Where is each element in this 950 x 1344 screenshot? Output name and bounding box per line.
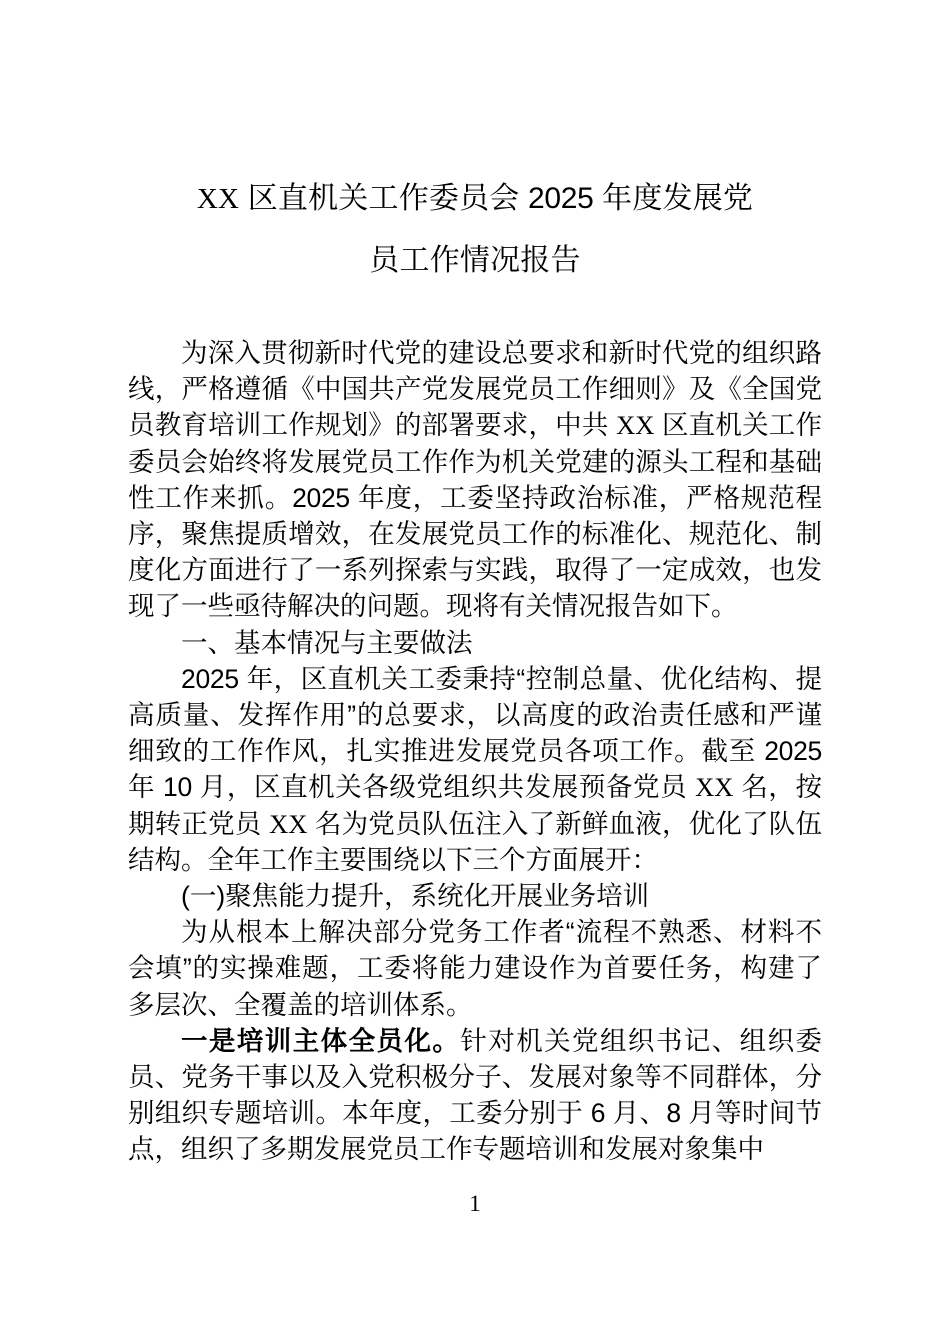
page-number: 1 [469, 1191, 481, 1216]
page-title [128, 0, 822, 292]
heading-level-1-basic-situation: 一、基本情况与主要做法 [181, 627, 473, 658]
paragraph-intro: 为深入贯彻新时代党的建设总要求和新时代党的组织路线，严格遵循《中国共产党发展党员工作细则》及《全国党员教育培训工作规划》的部署要求，中共 XX 区直机关工作委员会始终将发展党员工作作为机关党建的源头工程和基础性工作来抓。2025 年度，工委坚持政治标准，严格规范程序，聚焦提质增效，在发展党员工作的标准化、规范化、制度化方面进行了一系列探索与实践，取得了一定成效，也发现了一些亟待解决的问题。现将有关情况报告如下。 [128, 338, 822, 622]
page-title-line-2: 员工作情况报告 [369, 244, 581, 277]
page-title-line-1: XX 区直机关工作委员会 2025 年度发展党 [196, 182, 754, 215]
paragraph-point-one: 一是培训主体全员化。针对机关党组织书记、组织委员、党务干事以及入党积极分子、发展对象等不同群体，分别组织专题培训。本年度，工委分别于 6 月、8 月等时间节点，组织了多期发展党员工作专题培训和发展对象集中 [128, 1025, 823, 1165]
paragraph-training-intro: 为从根本上解决部分党务工作者“流程不熟悉、材料不会填”的实操难题，工委将能力建设作为首要任务，构建了多层次、全覆盖的培训体系。 [128, 917, 822, 1020]
paragraph-point-one-lead: 一是培训主体全员化。 [181, 1025, 461, 1056]
heading-level-2-capacity-training: (一)聚焦能力提升，系统化开展业务培训 [181, 881, 650, 912]
paragraph-overview: 2025 年，区直机关工委秉持“控制总量、优化结构、提高质量、发挥作用”的总要求，以高度的政治责任感和严谨细致的工作作风，扎实推进发展党员各项工作。截至 2025 年 10 月，区直机关各级党组织共发展预备党员 XX 名，按期转正党员 XX 名为党员队伍注入了新鲜血液，优化了队伍结构。全年工作主要围绕以下三个方面展开： [128, 663, 822, 875]
document-body [128, 0, 822, 1168]
